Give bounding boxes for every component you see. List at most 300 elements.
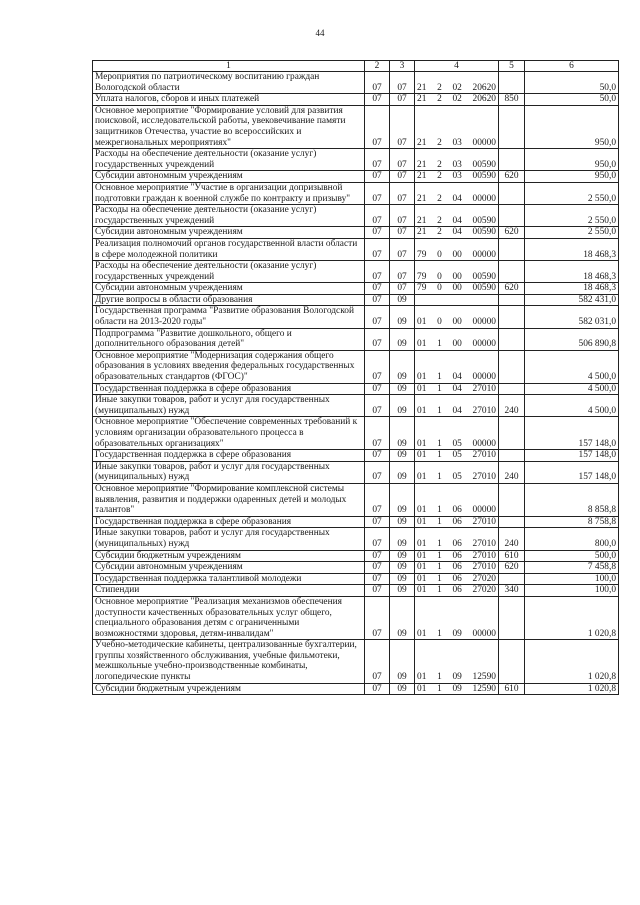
target-code-part: 0 bbox=[437, 283, 442, 294]
row-subsection: 09 bbox=[390, 562, 415, 574]
target-code-parts bbox=[417, 585, 496, 596]
target-code-part: 01 bbox=[417, 538, 427, 549]
header-col-4: 4 bbox=[415, 61, 499, 72]
row-section: 07 bbox=[365, 72, 390, 94]
target-code-part: 21 bbox=[417, 159, 427, 170]
budget-table bbox=[92, 60, 619, 695]
target-code-part: 27020 bbox=[472, 585, 496, 596]
target-code-part: 01 bbox=[417, 672, 427, 683]
target-code-part: 1 bbox=[437, 450, 442, 461]
row-amount: 50,0 bbox=[525, 72, 619, 94]
target-code-part: 79 bbox=[417, 249, 427, 260]
row-expense-type bbox=[499, 450, 525, 462]
row-name: Расходы на обеспечение деятельности (оказание услуг) государственных учреждений bbox=[93, 149, 365, 171]
row-section: 07 bbox=[365, 328, 390, 350]
target-code-parts bbox=[417, 160, 496, 171]
target-code-part: 2 bbox=[437, 137, 442, 148]
row-subsection: 07 bbox=[390, 171, 415, 183]
target-code-part: 04 bbox=[452, 383, 462, 394]
target-code-parts bbox=[417, 439, 496, 450]
table-row bbox=[93, 417, 619, 450]
target-code-parts bbox=[417, 372, 496, 383]
target-code-part: 21 bbox=[417, 82, 427, 93]
target-code-part: 00 bbox=[452, 271, 462, 282]
target-code-part: 00590 bbox=[472, 283, 496, 294]
row-target-code bbox=[415, 306, 499, 328]
row-amount: 950,0 bbox=[525, 171, 619, 183]
target-code-part: 06 bbox=[452, 505, 462, 516]
target-code-parts bbox=[417, 629, 496, 640]
row-expense-type: 240 bbox=[499, 461, 525, 483]
row-target-code bbox=[415, 573, 499, 585]
table-row bbox=[93, 171, 619, 183]
target-code-part: 0 bbox=[437, 271, 442, 282]
row-subsection: 09 bbox=[390, 395, 415, 417]
target-code-part: 09 bbox=[452, 683, 462, 694]
target-code-part: 27010 bbox=[472, 405, 496, 416]
target-code-part: 00000 bbox=[472, 137, 496, 148]
target-code-part: 01 bbox=[417, 438, 427, 449]
target-code-parts bbox=[417, 171, 496, 182]
row-target-code bbox=[415, 562, 499, 574]
row-amount: 2 550,0 bbox=[525, 182, 619, 204]
table-row bbox=[93, 350, 619, 383]
row-expense-type bbox=[499, 640, 525, 683]
row-target-code bbox=[415, 483, 499, 516]
target-code-part: 02 bbox=[452, 94, 462, 105]
target-code-parts bbox=[417, 384, 496, 395]
target-code-part: 21 bbox=[417, 171, 427, 182]
row-target-code bbox=[415, 528, 499, 550]
row-expense-type bbox=[499, 294, 525, 306]
target-code-part: 01 bbox=[417, 372, 427, 383]
row-amount: 4 500,0 bbox=[525, 395, 619, 417]
row-expense-type bbox=[499, 182, 525, 204]
target-code-part: 00 bbox=[452, 249, 462, 260]
row-target-code bbox=[415, 461, 499, 483]
row-name: Государственная поддержка в сфере образования bbox=[93, 450, 365, 462]
row-expense-type bbox=[499, 383, 525, 395]
row-amount: 18 468,3 bbox=[525, 238, 619, 260]
row-section: 07 bbox=[365, 483, 390, 516]
row-expense-type bbox=[499, 205, 525, 227]
row-section: 07 bbox=[365, 528, 390, 550]
page-number: 44 bbox=[315, 28, 325, 38]
header-row bbox=[93, 61, 619, 72]
target-code-part: 0 bbox=[437, 317, 442, 328]
target-code-part: 00 bbox=[452, 339, 462, 350]
row-target-code bbox=[415, 227, 499, 239]
target-code-parts bbox=[417, 539, 496, 550]
row-target-code bbox=[415, 417, 499, 450]
table-row bbox=[93, 550, 619, 562]
row-target-code bbox=[415, 683, 499, 695]
target-code-part: 1 bbox=[437, 628, 442, 639]
row-section: 07 bbox=[365, 350, 390, 383]
row-section: 07 bbox=[365, 171, 390, 183]
row-subsection: 07 bbox=[390, 261, 415, 283]
row-subsection: 09 bbox=[390, 383, 415, 395]
target-code-part: 12590 bbox=[472, 683, 496, 694]
row-name: Основное мероприятие "Участие в организации допризывной подготовки граждан к военной службе по контракту и призыву" bbox=[93, 182, 365, 204]
row-target-code bbox=[415, 350, 499, 383]
table-row bbox=[93, 306, 619, 328]
row-expense-type: 610 bbox=[499, 683, 525, 695]
target-code-parts bbox=[417, 83, 496, 94]
target-code-part: 27010 bbox=[472, 550, 496, 561]
row-section: 07 bbox=[365, 294, 390, 306]
row-subsection: 07 bbox=[390, 182, 415, 204]
target-code-parts bbox=[417, 216, 496, 227]
table-row bbox=[93, 395, 619, 417]
target-code-part: 2 bbox=[437, 82, 442, 93]
row-name: Основное мероприятие "Формирование комплексной системы выявления, развития и поддержки одаренных детей и молодых талантов" bbox=[93, 483, 365, 516]
row-name: Подпрограмма "Развитие дошкольного, общего и дополнительного образования детей" bbox=[93, 328, 365, 350]
target-code-part: 01 bbox=[417, 628, 427, 639]
target-code-part: 01 bbox=[417, 550, 427, 561]
row-amount: 4 500,0 bbox=[525, 383, 619, 395]
row-amount: 2 550,0 bbox=[525, 205, 619, 227]
row-amount: 506 890,8 bbox=[525, 328, 619, 350]
target-code-part: 21 bbox=[417, 193, 427, 204]
target-code-part: 1 bbox=[437, 472, 442, 483]
target-code-parts bbox=[417, 684, 496, 695]
row-subsection: 09 bbox=[390, 585, 415, 597]
row-amount: 7 458,8 bbox=[525, 562, 619, 574]
target-code-parts bbox=[417, 272, 496, 283]
target-code-parts bbox=[417, 339, 496, 350]
target-code-part: 27010 bbox=[472, 538, 496, 549]
target-code-part: 05 bbox=[452, 438, 462, 449]
row-section: 07 bbox=[365, 227, 390, 239]
row-subsection: 07 bbox=[390, 94, 415, 106]
target-code-parts bbox=[417, 551, 496, 562]
target-code-part: 01 bbox=[417, 573, 427, 584]
row-section: 07 bbox=[365, 585, 390, 597]
table-row bbox=[93, 182, 619, 204]
target-code-part: 00 bbox=[452, 317, 462, 328]
target-code-part: 04 bbox=[452, 227, 462, 238]
target-code-part: 06 bbox=[452, 550, 462, 561]
row-section: 07 bbox=[365, 516, 390, 528]
row-expense-type bbox=[499, 573, 525, 585]
target-code-part: 21 bbox=[417, 215, 427, 226]
target-code-part: 1 bbox=[437, 372, 442, 383]
target-code-part: 01 bbox=[417, 585, 427, 596]
target-code-part: 2 bbox=[437, 193, 442, 204]
row-name: Государственная программа "Развитие образования Вологодской области на 2013-2020 годы" bbox=[93, 306, 365, 328]
table-row bbox=[93, 149, 619, 171]
target-code-part: 06 bbox=[452, 562, 462, 573]
row-expense-type: 240 bbox=[499, 395, 525, 417]
target-code-part: 1 bbox=[437, 516, 442, 527]
row-amount: 500,0 bbox=[525, 550, 619, 562]
target-code-part: 06 bbox=[452, 585, 462, 596]
target-code-parts bbox=[417, 227, 496, 238]
target-code-part: 20620 bbox=[472, 94, 496, 105]
target-code-parts bbox=[417, 450, 496, 461]
target-code-part: 21 bbox=[417, 227, 427, 238]
row-expense-type: 620 bbox=[499, 283, 525, 295]
row-amount: 157 148,0 bbox=[525, 417, 619, 450]
row-subsection: 09 bbox=[390, 328, 415, 350]
row-amount: 157 148,0 bbox=[525, 461, 619, 483]
target-code-part: 04 bbox=[452, 405, 462, 416]
target-code-part: 04 bbox=[452, 193, 462, 204]
target-code-part: 1 bbox=[437, 405, 442, 416]
target-code-part: 27010 bbox=[472, 383, 496, 394]
target-code-part: 1 bbox=[437, 438, 442, 449]
target-code-part: 09 bbox=[452, 628, 462, 639]
target-code-part: 2 bbox=[437, 215, 442, 226]
row-target-code bbox=[415, 550, 499, 562]
row-name: Уплата налогов, сборов и иных платежей bbox=[93, 94, 365, 106]
row-expense-type: 240 bbox=[499, 528, 525, 550]
row-section: 07 bbox=[365, 94, 390, 106]
target-code-part: 00590 bbox=[472, 171, 496, 182]
table-row bbox=[93, 573, 619, 585]
row-amount: 100,0 bbox=[525, 585, 619, 597]
row-section: 07 bbox=[365, 640, 390, 683]
target-code-part: 06 bbox=[452, 573, 462, 584]
target-code-part: 79 bbox=[417, 283, 427, 294]
row-amount: 800,0 bbox=[525, 528, 619, 550]
target-code-part: 21 bbox=[417, 137, 427, 148]
target-code-part: 03 bbox=[452, 159, 462, 170]
row-target-code bbox=[415, 261, 499, 283]
row-name: Иные закупки товаров, работ и услуг для государственных (муниципальных) нужд bbox=[93, 461, 365, 483]
table-row bbox=[93, 283, 619, 295]
row-section: 07 bbox=[365, 383, 390, 395]
target-code-part: 1 bbox=[437, 538, 442, 549]
target-code-part: 1 bbox=[437, 550, 442, 561]
target-code-part: 00000 bbox=[472, 505, 496, 516]
target-code-part: 00590 bbox=[472, 271, 496, 282]
row-name: Субсидии бюджетным учреждениям bbox=[93, 550, 365, 562]
row-name: Субсидии автономным учреждениям bbox=[93, 171, 365, 183]
target-code-parts bbox=[417, 406, 496, 417]
row-section: 07 bbox=[365, 205, 390, 227]
row-amount: 100,0 bbox=[525, 573, 619, 585]
row-amount: 8 858,8 bbox=[525, 483, 619, 516]
target-code-part: 01 bbox=[417, 317, 427, 328]
row-name: Субсидии автономным учреждениям bbox=[93, 283, 365, 295]
row-target-code bbox=[415, 171, 499, 183]
row-subsection: 09 bbox=[390, 450, 415, 462]
row-expense-type bbox=[499, 328, 525, 350]
target-code-parts bbox=[417, 517, 496, 528]
target-code-part: 1 bbox=[437, 383, 442, 394]
target-code-part: 79 bbox=[417, 271, 427, 282]
row-target-code bbox=[415, 450, 499, 462]
row-amount: 50,0 bbox=[525, 94, 619, 106]
row-subsection: 09 bbox=[390, 550, 415, 562]
row-subsection: 07 bbox=[390, 105, 415, 148]
row-target-code bbox=[415, 395, 499, 417]
header-col-3: 3 bbox=[390, 61, 415, 72]
row-subsection: 07 bbox=[390, 227, 415, 239]
target-code-parts bbox=[417, 672, 496, 683]
row-target-code bbox=[415, 94, 499, 106]
target-code-part: 1 bbox=[437, 339, 442, 350]
target-code-part: 00000 bbox=[472, 628, 496, 639]
row-section: 07 bbox=[365, 395, 390, 417]
target-code-part: 01 bbox=[417, 383, 427, 394]
target-code-part: 00000 bbox=[472, 438, 496, 449]
row-amount: 1 020,8 bbox=[525, 683, 619, 695]
row-amount: 18 468,3 bbox=[525, 283, 619, 295]
row-target-code bbox=[415, 585, 499, 597]
target-code-part: 27020 bbox=[472, 573, 496, 584]
row-target-code bbox=[415, 283, 499, 295]
table-row bbox=[93, 383, 619, 395]
target-code-parts bbox=[417, 283, 496, 294]
row-expense-type bbox=[499, 238, 525, 260]
row-expense-type bbox=[499, 105, 525, 148]
row-name: Расходы на обеспечение деятельности (оказание услуг) государственных учреждений bbox=[93, 261, 365, 283]
row-target-code bbox=[415, 328, 499, 350]
row-expense-type bbox=[499, 149, 525, 171]
target-code-part: 01 bbox=[417, 516, 427, 527]
row-subsection: 07 bbox=[390, 149, 415, 171]
table-row bbox=[93, 261, 619, 283]
target-code-part: 27010 bbox=[472, 562, 496, 573]
target-code-parts bbox=[417, 562, 496, 573]
table-row bbox=[93, 94, 619, 106]
header-col-1: 1 bbox=[93, 61, 365, 72]
target-code-part: 00000 bbox=[472, 193, 496, 204]
row-name: Субсидии автономным учреждениям bbox=[93, 562, 365, 574]
row-expense-type: 620 bbox=[499, 562, 525, 574]
target-code-part: 27010 bbox=[472, 472, 496, 483]
row-section: 07 bbox=[365, 283, 390, 295]
target-code-part: 01 bbox=[417, 472, 427, 483]
target-code-part: 02 bbox=[452, 82, 462, 93]
target-code-part: 00000 bbox=[472, 372, 496, 383]
header-col-6: 6 bbox=[525, 61, 619, 72]
row-expense-type bbox=[499, 596, 525, 639]
table-body bbox=[93, 72, 619, 695]
header-col-2: 2 bbox=[365, 61, 390, 72]
target-code-part: 01 bbox=[417, 405, 427, 416]
table-row bbox=[93, 585, 619, 597]
target-code-part: 1 bbox=[437, 672, 442, 683]
target-code-part: 04 bbox=[452, 215, 462, 226]
row-target-code bbox=[415, 149, 499, 171]
target-code-part: 01 bbox=[417, 683, 427, 694]
target-code-part: 12590 bbox=[472, 672, 496, 683]
target-code-part: 01 bbox=[417, 339, 427, 350]
row-expense-type: 620 bbox=[499, 227, 525, 239]
target-code-part: 00590 bbox=[472, 227, 496, 238]
row-target-code bbox=[415, 238, 499, 260]
row-expense-type bbox=[499, 483, 525, 516]
row-subsection: 07 bbox=[390, 72, 415, 94]
row-target-code bbox=[415, 105, 499, 148]
target-code-part: 0 bbox=[437, 249, 442, 260]
target-code-part: 09 bbox=[452, 672, 462, 683]
row-name: Государственная поддержка талантливой молодежи bbox=[93, 573, 365, 585]
target-code-part: 00590 bbox=[472, 215, 496, 226]
row-amount: 8 758,8 bbox=[525, 516, 619, 528]
target-code-part: 03 bbox=[452, 137, 462, 148]
target-code-part: 03 bbox=[452, 171, 462, 182]
row-subsection: 09 bbox=[390, 306, 415, 328]
table-row bbox=[93, 450, 619, 462]
row-subsection: 09 bbox=[390, 483, 415, 516]
row-section: 07 bbox=[365, 149, 390, 171]
target-code-part: 2 bbox=[437, 227, 442, 238]
row-section: 07 bbox=[365, 683, 390, 695]
target-code-part: 01 bbox=[417, 505, 427, 516]
row-subsection: 09 bbox=[390, 683, 415, 695]
row-subsection: 09 bbox=[390, 417, 415, 450]
row-name: Расходы на обеспечение деятельности (оказание услуг) государственных учреждений bbox=[93, 205, 365, 227]
row-section: 07 bbox=[365, 261, 390, 283]
row-name: Иные закупки товаров, работ и услуг для государственных (муниципальных) нужд bbox=[93, 528, 365, 550]
row-target-code bbox=[415, 182, 499, 204]
row-amount: 2 550,0 bbox=[525, 227, 619, 239]
target-code-part: 00 bbox=[452, 283, 462, 294]
row-amount: 1 020,8 bbox=[525, 640, 619, 683]
row-amount: 582 431,0 bbox=[525, 294, 619, 306]
table-row bbox=[93, 227, 619, 239]
row-name: Реализация полномочий органов государственной власти области в сфере молодежной политики bbox=[93, 238, 365, 260]
target-code-part: 01 bbox=[417, 450, 427, 461]
row-expense-type bbox=[499, 417, 525, 450]
row-amount: 4 500,0 bbox=[525, 350, 619, 383]
target-code-parts bbox=[417, 317, 496, 328]
row-target-code bbox=[415, 596, 499, 639]
target-code-part: 1 bbox=[437, 585, 442, 596]
target-code-part: 04 bbox=[452, 372, 462, 383]
row-subsection: 09 bbox=[390, 461, 415, 483]
row-name: Государственная поддержка в сфере образования bbox=[93, 383, 365, 395]
target-code-part: 00000 bbox=[472, 339, 496, 350]
table-row bbox=[93, 461, 619, 483]
row-expense-type bbox=[499, 306, 525, 328]
target-code-part: 2 bbox=[437, 159, 442, 170]
target-code-parts bbox=[417, 94, 496, 105]
row-name: Государственная поддержка в сфере образования bbox=[93, 516, 365, 528]
row-section: 07 bbox=[365, 238, 390, 260]
row-name: Основное мероприятие "Реализация механизмов обеспечения доступности качественных образовательных услуг общего, специального образования детям с ограниченными возможностями здоровья, детям-инвалидам" bbox=[93, 596, 365, 639]
row-name: Другие вопросы в области образования bbox=[93, 294, 365, 306]
row-target-code bbox=[415, 516, 499, 528]
row-name: Основное мероприятие "Обеспечение современных требований к условиям организации образовательного процесса в образовательных организациях" bbox=[93, 417, 365, 450]
target-code-part: 2 bbox=[437, 171, 442, 182]
row-name: Учебно-методические кабинеты, централизованные бухгалтерии, группы хозяйственного обслуживания, учебные фильмотеки, межшкольные учебно-производственные комбинаты, логопедические пункты bbox=[93, 640, 365, 683]
target-code-part: 00000 bbox=[472, 317, 496, 328]
target-code-part: 21 bbox=[417, 94, 427, 105]
row-subsection: 07 bbox=[390, 283, 415, 295]
row-target-code bbox=[415, 383, 499, 395]
target-code-parts bbox=[417, 194, 496, 205]
target-code-part: 06 bbox=[452, 538, 462, 549]
target-code-part: 1 bbox=[437, 683, 442, 694]
row-target-code bbox=[415, 640, 499, 683]
row-section: 07 bbox=[365, 450, 390, 462]
row-subsection: 09 bbox=[390, 573, 415, 585]
row-target-code bbox=[415, 294, 499, 306]
row-expense-type: 850 bbox=[499, 94, 525, 106]
target-code-part: 1 bbox=[437, 573, 442, 584]
row-section: 07 bbox=[365, 182, 390, 204]
table-row bbox=[93, 683, 619, 695]
row-amount: 18 468,3 bbox=[525, 261, 619, 283]
row-expense-type bbox=[499, 261, 525, 283]
row-section: 07 bbox=[365, 417, 390, 450]
